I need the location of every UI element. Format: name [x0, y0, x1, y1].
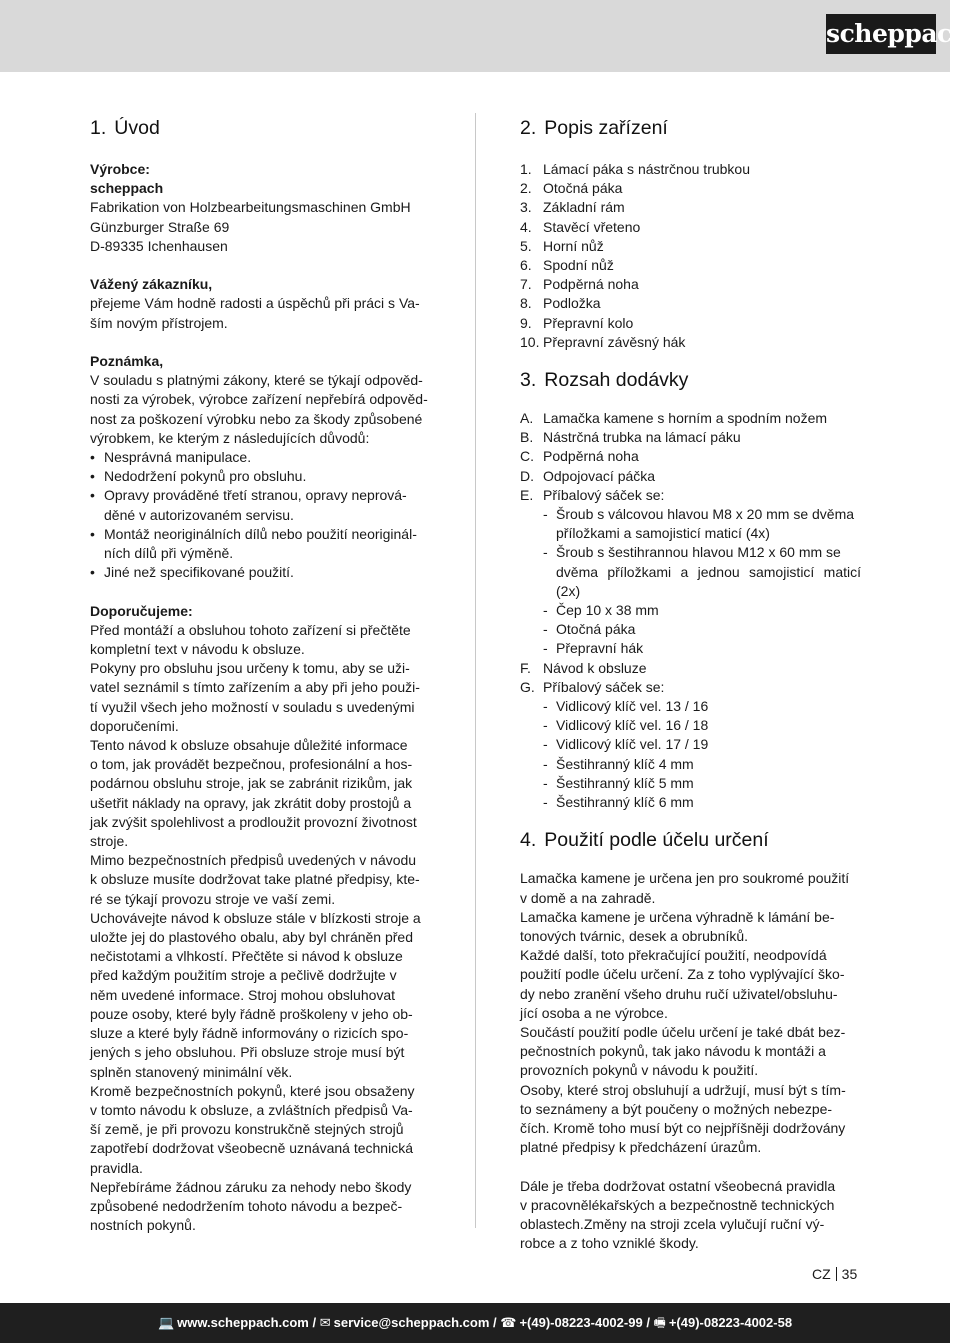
- note-text: V souladu s platnými zákony, které se týkají odpověd- nosti za výrobek, výrobce zařízení nepřebírá odpověd- nost za poškození výrobku nebo za škody způsobené výrobkem, ke kterým z následujících důvodů:: [90, 372, 428, 446]
- website-link[interactable]: www.scheppach.com: [177, 1315, 309, 1330]
- list-item: • Montáž neoriginálních dílů nebo použití neoriginál- ních dílů při výměně.: [90, 525, 417, 562]
- list-item: C. Podpěrná noha: [520, 448, 639, 465]
- list-item: 1. Lámací páka s nástrčnou trubkou: [520, 161, 751, 177]
- list-item: 7. Podpěrná noha: [520, 276, 639, 293]
- list-item: B. Nástrčná trubka na lámací páku: [520, 429, 741, 446]
- recommend-text: Před montáží a obsluhou tohoto zařízení si přečtěte kompletní text v návodu k obsluze. Pokyny pro obsluhu jsou určeny k tomu, aby se uži- vatel seznámil s tímto zařízením a aby při jeho použi- tí využil všech jeho možností v souladu s uvedenými doporučeními. Tento návod k obsluze obsahuje důležité informace o tom, jak provádět bezpečnou, profesionální a hos- podárnou obsluhu stroje, jak se zabránit rizikům, jak ušetřit náklady na opravy, jak zkrátit doby prostojů a jak zvýšit spolehlivost a prodloužit provozní životnost stroje. Mimo bezpečnostních předpisů uvedených v návodu k obsluze musíte dodržovat take platné předpisy, kte- ré se týkají provozu stroje ve vaší zemi. Uchovávejte návod k obsluze stále v blízkosti stroje a uložte jej do plastového obalu, aby byl chráněn před nečistotami a vlhkostí. Přečtěte si návod k obsluze před každým použitím stroje a pečlivě dodržujte v něm uvedené informace. Stroj mohou obsluhovat pouze osoby, které byly řádně proškoleny v jeho ob- sluze a které byly řádně informovány o rizicích spo- jených s jeho obsluhou. Při obsluze stroje musí být splněn stanovený minimální věk. Kromě bezpečnostních pokynů, které jsou obsaženy v tomto návodu k obsluze, a zvláštních předpisů Va- ší země, je při provozu konstrukčně stejných strojů zapotřebí dodržovat všeobecně uznávaná technická pravidla. Nepřebíráme žádnou záruku za nehody nebo škody způsobené nedodržením tohoto návodu a bezpeč- nostních pokynů.: [90, 621, 421, 1234]
- scheppach-logo: scheppach: [826, 14, 936, 54]
- section-2-heading: 2. Popis zařízení: [520, 117, 668, 139]
- list-item: 10. Přepravní závěsný hák: [520, 333, 686, 350]
- section-4-heading: 4. Použití podle účelu určení: [520, 829, 769, 852]
- list-item: - Šestihranný klíč 6 mm: [543, 794, 694, 811]
- manufacturer-address: Fabrikation von Holzbearbeitungsmaschinen GmbH Günzburger Straße 69 D-89335 Ichenhausen: [90, 199, 411, 254]
- section-3-heading: 3. Rozsah dodávky: [520, 369, 689, 392]
- parts-list: [520, 160, 861, 352]
- list-item: F. Návod k obsluze: [520, 659, 647, 676]
- list-item: 9. Přepravní kolo: [520, 314, 634, 331]
- list-item: - Šestihranný klíč 4 mm: [543, 755, 694, 772]
- intended-use-text: Lamačka kamene je určena jen pro soukromé použití v domě a na zahradě. Lamačka kamene je určena výhradně k lámání be- tonových tvárnic, desek a obrubníků. Každé další, toto překračující použití, neodpovídá použití podle účelu určení. Za z toho vyplývající ško- dy nebo zranění všeho druhu ručí uživatel/obsluhu- jící osoba a ne výrobce. Součástí použití podle účelu určení je také dbát bez- pečnostních pokynů, tak jako návodu k montáži a provozních pokynů v návodu k použití. Osoby, které stroj obsluhují a udržují, musí být s tím- to seznámeny a být poučeny o možných nebezpe- čích. Kromě toho musí být co nejpříšněji dodržovány platné předpisy k předcházení úrazům.: [520, 870, 850, 1156]
- list-item: D. Odpojovací páčka: [520, 467, 656, 484]
- list-item: • Nesprávná manipulace.: [90, 449, 252, 466]
- list-item: E. Příbalový sáček se:: [520, 486, 665, 503]
- list-item: 8. Podložka: [520, 295, 601, 312]
- list-item: • Nedodržení pokynů pro obsluhu.: [90, 468, 307, 485]
- list-item: - Vidlicový klíč vel. 17 / 19: [543, 736, 709, 753]
- phone-icon: ☎: [500, 1315, 517, 1330]
- list-item: 3. Základní rám: [520, 199, 625, 216]
- greeting-text: přejeme Vám hodně radosti a úspěchů při práci s Va- ším novým přístrojem.: [90, 295, 420, 331]
- list-item: G. Příbalový sáček se:: [520, 678, 665, 695]
- list-item: - Šroub s šestihrannou hlavou M12 x 60 mm se dvěma příložkami a jednou samojisticí maticí (2x): [543, 544, 861, 599]
- phone-number: +(49)-08223-4002-99: [519, 1315, 643, 1330]
- manufacturer-name: scheppach: [90, 180, 164, 197]
- manufacturer-label: Výrobce:: [90, 161, 150, 177]
- list-item: - Šroub s válcovou hlavou M8 x 20 mm se dvěma příložkami a samojisticí maticí (4x): [543, 506, 855, 542]
- left-column: [90, 116, 431, 1235]
- fax-icon: 🖷: [653, 1315, 666, 1330]
- list-item: - Vidlicový klíč vel. 16 / 18: [543, 717, 709, 734]
- intended-use-text-2: Dále je třeba dodržovat ostatní všeobecná pravidla v pracovnělékařských a bezpečnostně technických oblastech.Změny na stroji zcela vylučují ruční vý- robce a z toho vzniklé škody.: [520, 1177, 836, 1252]
- list-item: 5. Horní nůž: [520, 237, 604, 254]
- list-item: - Šestihranný klíč 5 mm: [543, 774, 694, 791]
- list-item: 4. Stavěcí vřeteno: [520, 218, 641, 235]
- list-item: 2. Otočná páka: [520, 180, 623, 197]
- header-bar: [0, 0, 969, 72]
- list-item: - Otočná páka: [543, 621, 636, 638]
- footer-bar: 💻 www.scheppach.com / ✉ service@scheppach.com / ☎ +(49)-08223-4002-99 / 🖷 +(49)-08223-4002-58: [0, 1303, 950, 1343]
- right-column: [520, 116, 861, 1253]
- note-label: Poznámka,: [90, 353, 164, 369]
- delivery-list: [520, 409, 861, 812]
- list-item: - Čep 10 x 38 mm: [543, 602, 659, 619]
- envelope-icon: ✉: [319, 1315, 331, 1330]
- recommend-label: Doporučujeme:: [90, 602, 193, 619]
- laptop-icon: 💻: [157, 1315, 175, 1330]
- note-bullets: [90, 448, 431, 582]
- list-item: - Přepravní hák: [543, 640, 644, 657]
- list-item: A. Lamačka kamene s horním a spodním nožem: [520, 410, 828, 427]
- email-link[interactable]: service@scheppach.com: [333, 1315, 490, 1330]
- fax-number: +(49)-08223-4002-58: [668, 1315, 793, 1330]
- page-number: CZ 35: [812, 1266, 858, 1282]
- greeting-label: Vážený zákazníku,: [90, 276, 213, 293]
- list-item: • Jiné než specifikované použití.: [90, 564, 294, 581]
- list-item: • Opravy prováděné třetí stranou, opravy neprová- děné v autorizovaném servisu.: [90, 487, 407, 523]
- list-item: 6. Spodní nůž: [520, 257, 614, 274]
- list-item: - Vidlicový klíč vel. 13 / 16: [543, 698, 709, 715]
- column-divider: [475, 113, 476, 1228]
- section-1-heading: 1. Úvod: [90, 117, 160, 139]
